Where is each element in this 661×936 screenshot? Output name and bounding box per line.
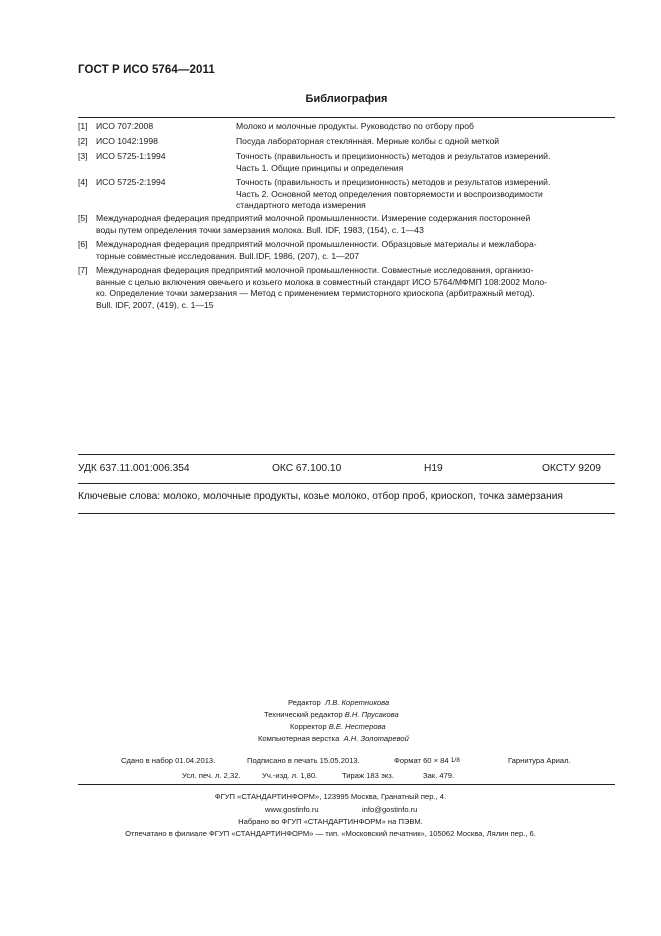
- reference-description: [236, 136, 615, 148]
- proofreader-name: В.Е. Нестерова: [328, 722, 386, 731]
- typeface: Гарнитура Ариал.: [508, 756, 571, 765]
- reference-line: Международная федерация предприятий молочной промышленности. Измерение содержания посторонней: [96, 213, 531, 223]
- reference-number: [2]: [78, 136, 88, 146]
- keywords-top-divider: [78, 483, 615, 484]
- reference-description: [236, 177, 615, 212]
- typeset-date: Сдано в набор 01.04.2013.: [121, 756, 216, 765]
- editor-label: Редактор: [288, 698, 321, 707]
- reference-line: Международная федерация предприятий молочной промышленности. Совместные исследования, организо-: [96, 265, 534, 275]
- reference-line: воды путем определения точки замерзания молока. Bull. IDF, 1983, (154), с. 1—43: [96, 224, 424, 235]
- publisher-email: info@gostinfo.ru: [362, 805, 418, 814]
- bibliography-title: [0, 93, 661, 105]
- oks-code: ОКС 67.100.10: [272, 463, 342, 474]
- reference-line: Международная федерация предприятий молочной промышленности. Образцовые материалы и межлабора-: [96, 239, 537, 249]
- reference-description: [96, 213, 615, 236]
- udk-code: УДК 637.11.001:006.354: [78, 463, 190, 474]
- reference-line: Точность (правильность и прецизионность) методов и результатов измерений.: [236, 177, 551, 187]
- reference-description: [96, 239, 615, 262]
- reference-line: ванные с целью включения овечьего и козьего молока в совместный стандарт ИСО 5764/МФМП 108:2002 Моло-: [96, 276, 547, 287]
- reference-line: Посуда лабораторная стеклянная. Мерные колбы с одной меткой: [236, 136, 500, 146]
- printing-house-note: Отпечатано в филиале ФГУП «СТАНДАРТИНФОРМ» — тип. «Московский печатник», 105062 Москва, Лялин пер., 6.: [125, 829, 536, 838]
- reference-number: [3]: [78, 151, 88, 161]
- layout-line: [258, 733, 409, 745]
- order-number: Зак. 479.: [423, 771, 455, 780]
- reference-description: [96, 265, 615, 311]
- reference-line: торные совместные исследования. Bull.IDF, 1986, (207), с. 1—207: [96, 250, 360, 261]
- document-code-header: ГОСТ Р ИСО 5764—2011: [78, 64, 215, 76]
- editor-line: [288, 697, 389, 709]
- reference-description: [236, 121, 615, 133]
- reference-description: [236, 151, 615, 174]
- reference-number: [7]: [78, 265, 88, 275]
- keywords-line: Ключевые слова: молоко, молочные продукты, козье молоко, отбор проб, криоскоп, точка замерзания: [78, 491, 563, 502]
- keywords-bottom-divider: [78, 513, 615, 514]
- proofreader-label: Корректор: [290, 722, 327, 731]
- reference-line: Точность (правильность и прецизионность) методов и результатов измерений.: [236, 151, 551, 161]
- editor-name: Л.В. Коретникова: [324, 698, 390, 707]
- print-sheets: Усл. печ. л. 2,32.: [182, 771, 241, 780]
- format-fraction: 1/8: [450, 757, 460, 764]
- reference-code: ИСО 1042:1998: [96, 136, 158, 146]
- reference-number: [6]: [78, 239, 88, 249]
- reference-line: ко. Определение точки замерзания — Метод с применением термисторного криоскопа (арбитражный метод).: [96, 288, 535, 298]
- layout-name: А.Н. Золотаревой: [343, 734, 409, 743]
- reference-code: ИСО 707:2008: [96, 121, 154, 131]
- reference-code: ИСО 5725-2:1994: [96, 177, 166, 187]
- reference-number: [5]: [78, 213, 88, 223]
- reference-number: [1]: [78, 121, 88, 131]
- layout-label: Компьютерная верстка: [258, 734, 340, 743]
- print-run: Тираж 183 экз.: [342, 771, 394, 780]
- tech-editor-label: Технический редактор: [264, 710, 343, 719]
- reference-line: стандартного метода измерения: [236, 200, 366, 210]
- publisher-website: www.gostinfo.ru: [265, 805, 319, 814]
- paper-format: [394, 755, 460, 767]
- publisher-address: ФГУП «СТАНДАРТИНФОРМ», 123995 Москва, Гранатный пер., 4.: [214, 792, 447, 801]
- tech-editor-line: [264, 709, 399, 721]
- reference-line: Часть 1. Общие принципы и определения: [236, 162, 404, 173]
- format-prefix: Формат 60 × 84: [394, 756, 449, 765]
- bibliography-title-text: Библиография: [305, 93, 388, 105]
- tech-editor-name: В.Н. Прусакова: [344, 710, 399, 719]
- proofreader-line: [290, 721, 386, 733]
- reference-number: [4]: [78, 177, 88, 187]
- publ-sheets: Уч.-изд. л. 1,80.: [262, 771, 318, 780]
- reference-code: ИСО 5725-1:1994: [96, 151, 166, 161]
- reference-line: Bull. IDF, 2007, (419), с. 1—15: [96, 299, 214, 310]
- signed-date: Подписано в печать 15.05.2013.: [247, 756, 360, 765]
- bibliography-top-divider: [78, 117, 615, 118]
- imprint-divider: [78, 784, 615, 785]
- reference-line: Часть 2. Основной метод определения повторяемости и воспроизводимости: [236, 188, 543, 199]
- classification-divider: [78, 454, 615, 455]
- typeset-note: Набрано во ФГУП «СТАНДАРТИНФОРМ» на ПЭВМ.: [238, 817, 423, 826]
- reference-line: Молоко и молочные продукты. Руководство по отбору проб: [236, 121, 474, 131]
- okstu-code: ОКСТУ 9209: [542, 463, 601, 474]
- group-code: Н19: [424, 463, 443, 474]
